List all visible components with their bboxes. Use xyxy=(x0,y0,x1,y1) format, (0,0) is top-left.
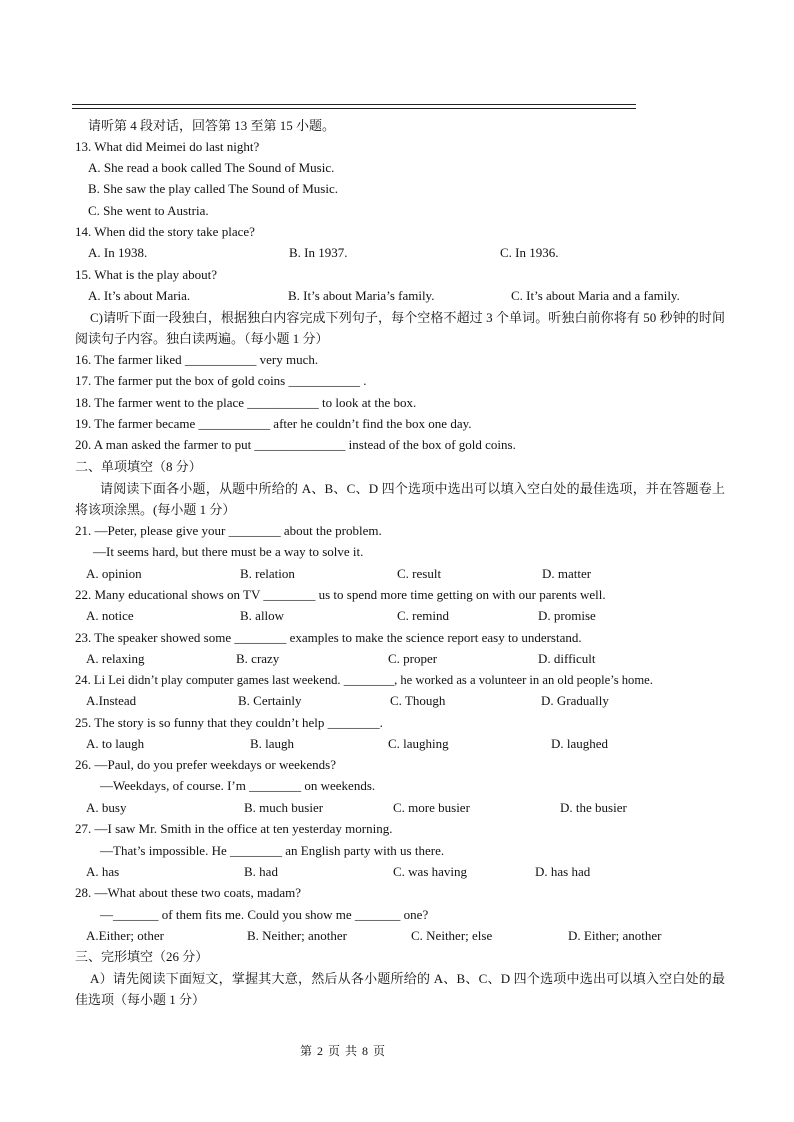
option-28d: D. Either; another xyxy=(568,928,662,943)
option-13c: C. She went to Austria. xyxy=(88,203,209,218)
option-26d: D. the busier xyxy=(560,800,627,815)
option-22c: C. remind xyxy=(397,608,449,623)
part3-instructions: A）请先阅读下面短文，掌握其大意，然后从各小题所给的 A、B、C、D 四个选项中选出可以填入空白处的最佳选项（每小题 1 分） xyxy=(75,971,725,1007)
option-28b: B. Neither; another xyxy=(247,928,347,943)
option-21b: B. relation xyxy=(240,566,295,581)
question-24: 24. Li Lei didn’t play computer games last weekend. ________, he worked as a volunteer in an old people’s home. xyxy=(75,673,653,687)
option-27c: C. was having xyxy=(393,864,468,879)
fill-17: 17. The farmer put the box of gold coins ___________ . xyxy=(75,373,367,388)
question-21: 21. —Peter, please give your ________ about the problem. xyxy=(75,523,382,538)
part3-title: 三、完形填空（26 分） xyxy=(75,949,209,964)
question-14: 14. When did the story take place? xyxy=(75,224,255,239)
option-25a: A. to laugh xyxy=(86,736,145,751)
option-23b: B. crazy xyxy=(236,651,280,666)
option-28a: A.Either; other xyxy=(86,928,164,943)
option-15b: B. It’s about Maria’s family. xyxy=(288,288,435,303)
option-24a: A.Instead xyxy=(86,693,137,708)
question-28-reply: —_______ of them fits me. Could you show me _______ one? xyxy=(100,907,429,922)
option-14b: B. In 1937. xyxy=(289,245,348,260)
option-23d: D. difficult xyxy=(538,651,596,666)
page-number: 第 2 页 共 8 页 xyxy=(300,1044,387,1058)
option-26a: A. busy xyxy=(86,800,127,815)
option-13b: B. She saw the play called The Sound of Music. xyxy=(88,181,338,196)
question-13: 13. What did Meimei do last night? xyxy=(75,139,260,154)
option-15a: A. It’s about Maria. xyxy=(88,288,191,303)
part2-instructions: 请阅读下面各小题，从题中所给的 A、B、C、D 四个选项中选出可以填入空白处的最佳选项，并在答题卷上将该项涂黑。(每小题 1 分） xyxy=(75,481,725,517)
option-22d: D. promise xyxy=(538,608,596,623)
option-21d: D. matter xyxy=(542,566,592,581)
question-26: 26. —Paul, do you prefer weekdays or weekends? xyxy=(75,757,337,772)
option-26b: B. much busier xyxy=(244,800,324,815)
question-28: 28. —What about these two coats, madam? xyxy=(75,885,301,900)
option-23c: C. proper xyxy=(388,651,438,666)
question-21-reply: —It seems hard, but there must be a way to solve it. xyxy=(93,544,364,559)
option-13a: A. She read a book called The Sound of Music. xyxy=(88,160,335,175)
option-21a: A. opinion xyxy=(86,566,142,581)
option-27d: D. has had xyxy=(535,864,591,879)
top-rule-second xyxy=(72,108,636,109)
part2-title: 二、单项填空（8 分） xyxy=(75,459,202,474)
question-27-reply: —That’s impossible. He ________ an English party with us there. xyxy=(100,843,445,858)
option-14a: A. In 1938. xyxy=(88,245,148,260)
question-26-reply: —Weekdays, of course. I’m ________ on weekends. xyxy=(100,778,376,793)
question-27: 27. —I saw Mr. Smith in the office at ten yesterday morning. xyxy=(75,821,393,836)
section-intro: 请听第 4 段对话，回答第 13 至第 15 小题。 xyxy=(88,118,336,133)
fill-20: 20. A man asked the farmer to put ______________ instead of the box of gold coins. xyxy=(75,437,516,452)
fill-18: 18. The farmer went to the place ___________ to look at the box. xyxy=(75,395,417,410)
option-25c: C. laughing xyxy=(388,736,449,751)
option-23a: A. relaxing xyxy=(86,651,145,666)
option-28c: C. Neither; else xyxy=(411,928,493,943)
question-22: 22. Many educational shows on TV ________ us to spend more time getting on with our parents well. xyxy=(75,587,606,602)
option-25b: B. laugh xyxy=(250,736,295,751)
option-24d: D. Gradually xyxy=(541,693,609,708)
option-24c: C. Though xyxy=(390,693,446,708)
option-27b: B. had xyxy=(244,864,278,879)
option-15c: C. It’s about Maria and a family. xyxy=(511,288,680,303)
option-22b: B. allow xyxy=(240,608,285,623)
option-21c: C. result xyxy=(397,566,442,581)
option-27a: A. has xyxy=(86,864,120,879)
option-25d: D. laughed xyxy=(551,736,609,751)
option-22a: A. notice xyxy=(86,608,134,623)
question-15: 15. What is the play about? xyxy=(75,267,218,282)
option-26c: C. more busier xyxy=(393,800,470,815)
fill-16: 16. The farmer liked ___________ very much. xyxy=(75,352,319,367)
section-c-instructions: C)请听下面一段独白，根据独白内容完成下列句子，每个空格不超过 3 个单词。听独白前你将有 50 秒钟的时间阅读句子内容。独白读两遍。（每小题 1 分） xyxy=(75,310,725,346)
option-24b: B. Certainly xyxy=(238,693,302,708)
question-25: 25. The story is so funny that they couldn’t help ________. xyxy=(75,715,383,730)
question-23: 23. The speaker showed some ________ examples to make the science report easy to understand. xyxy=(75,630,582,645)
top-rule xyxy=(72,104,636,105)
fill-19: 19. The farmer became ___________ after he couldn’t find the box one day. xyxy=(75,416,472,431)
option-14c: C. In 1936. xyxy=(500,245,559,260)
